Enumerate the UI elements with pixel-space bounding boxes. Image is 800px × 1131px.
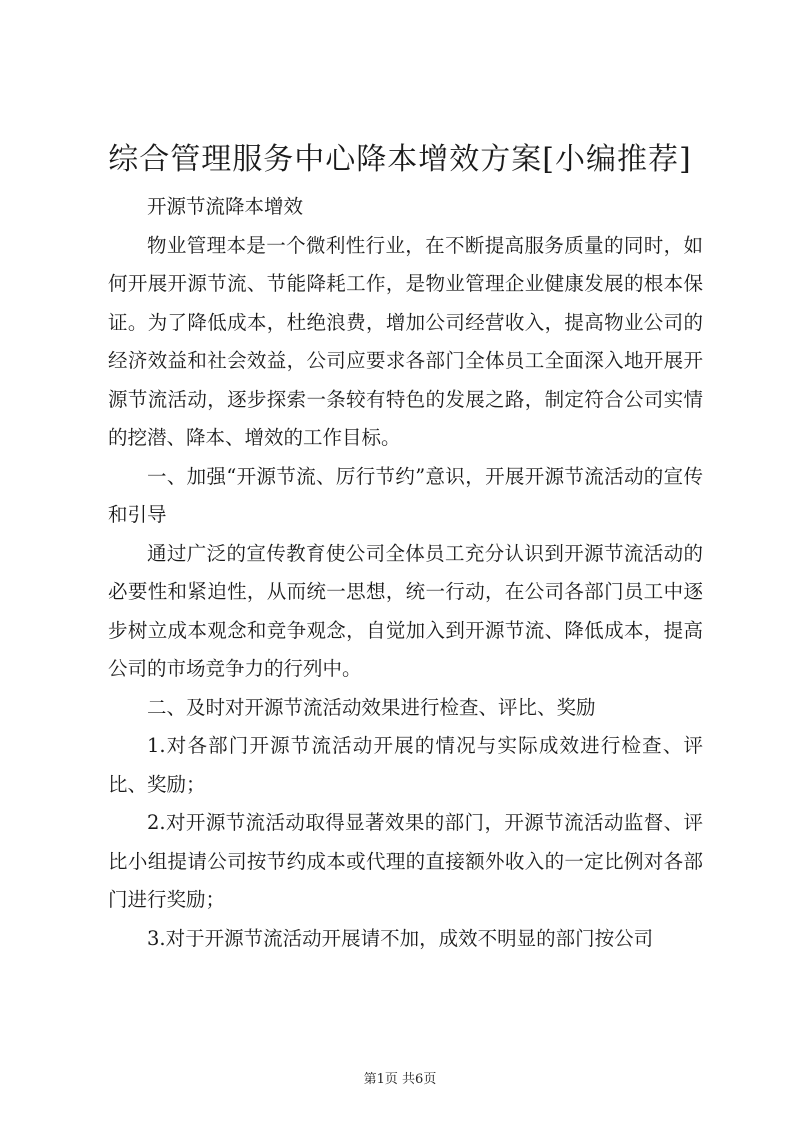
section-heading-2: 二、及时对开源节流活动效果进行检查、评比、奖励 xyxy=(147,695,596,719)
document-title: 综合管理服务中心降本增效方案[小编推荐] xyxy=(108,142,692,177)
list-item-2: 2.对开源节流活动取得显著效果的部门，开源节流活动监督、评比小组提请公司按节约成本或代理的直接额外收入的一定比例对各部门进行奖励； xyxy=(108,811,703,911)
page-footer: 第1页 共6页 xyxy=(363,1072,437,1087)
section-heading-1: 一、加强“开源节流、厉行节约”意识，开展开源节流活动的宣传和引导 xyxy=(108,464,703,526)
list-item-1: 1.对各部门开源节流活动开展的情况与实际成效进行检查、评比、奖励； xyxy=(108,734,703,796)
paragraph-intro: 物业管理本是一个微利性行业，在不断提高服务质量的同时，如何开展开源节流、节能降耗工作，是物业管理企业健康发展的根本保证。为了降低成本，杜绝浪费，增加公司经营收入，提高物业公司的经济效益和社会效益，公司应要求各部门全体员工全面深入地开展开源节流活动，逐步探索一条较有特色的发展之路，制定符合公司实情的挖潜、降本、增效的工作目标。 xyxy=(108,233,703,449)
document-body xyxy=(108,188,703,958)
paragraph-subtitle: 开源节流降本增效 xyxy=(147,195,304,218)
list-item-3: 3.对于开源节流活动开展请不加，成效不明显的部门按公司 xyxy=(147,926,654,950)
paragraph-section-1: 通过广泛的宣传教育使公司全体员工充分认识到开源节流活动的必要性和紧迫性，从而统一思想，统一行动，在公司各部门员工中逐步树立成本观念和竞争观念，自觉加入到开源节流、降低成本，提高公司的市场竞争力的行列中。 xyxy=(108,541,703,680)
